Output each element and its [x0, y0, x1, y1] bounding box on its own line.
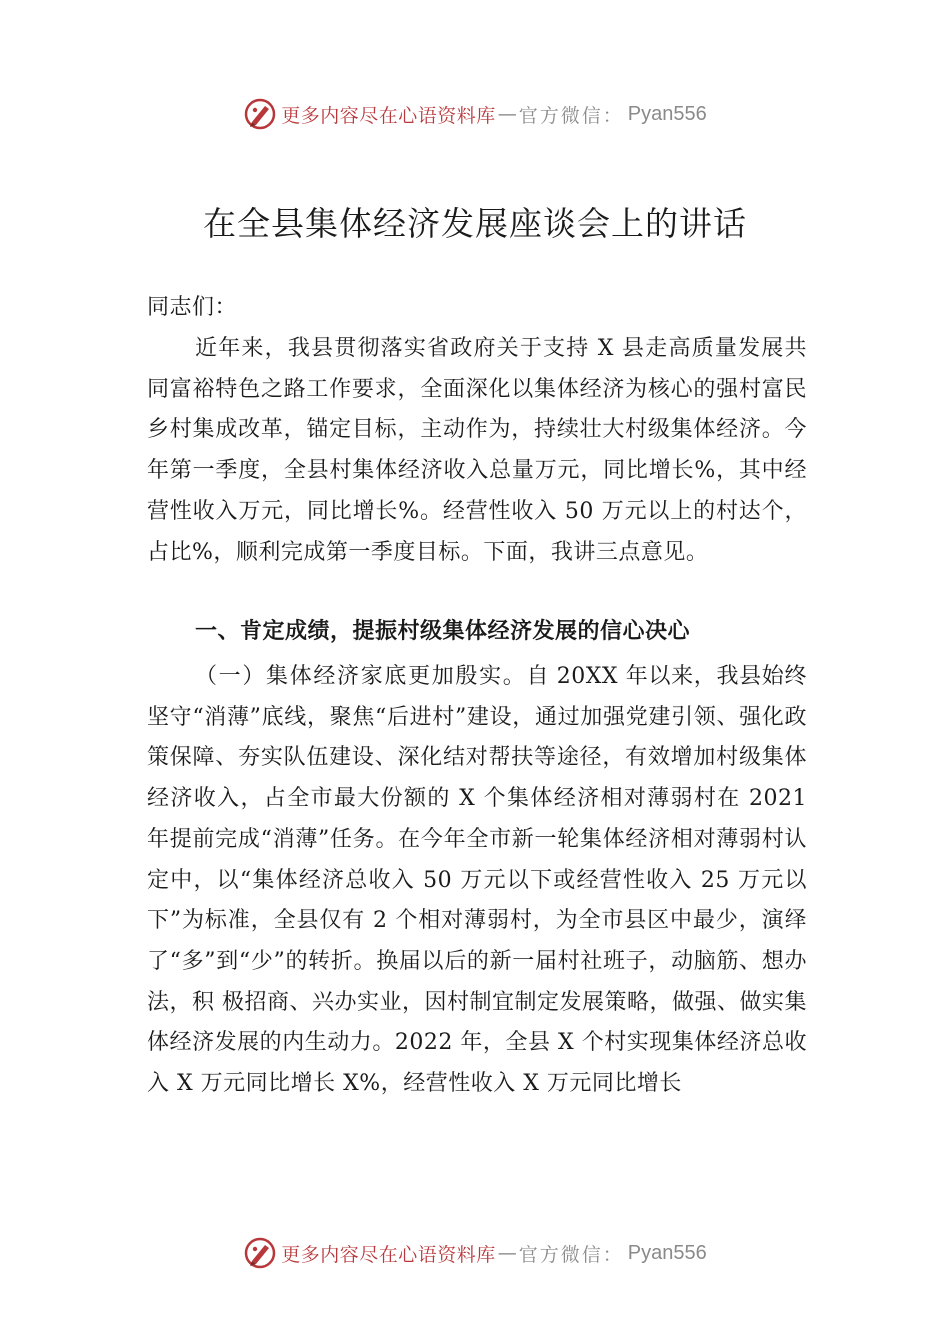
- wechat-account: Pyan556: [627, 102, 707, 125]
- paragraph-section-1-1-text: 自 20XX 年以来，我县始终坚守“消薄”底线，聚焦“后进村”建设，通过加强党建引领、强化政策保障、夯实队伍建设、深化结对帮扶等途径，有效增加村级集体经济收入，占全市最大份额的 X 个集体经济相对薄弱村在 2021 年提前完成“消薄”任务。在今年全市新一轮集体经济相对薄弱村认定中，以“集体经济总收入 50 万元以下或经营性收入 25 万元以下”为标准，全县仅有 2 个相对薄弱村，为全市县区中最少，演绎了“多”到“少”的转折。换届以后的新一届村社班子，动脑筋、想办法，积 极招商、兴办实业，因村制宜制定发展策略，做强、做实集体经济发展的内生动力。2022 年，全县 X 个村实现集体经济总收入 X 万元同比增长 X%，经营性收入 X 万元同比增长: [147, 664, 807, 1097]
- footer-banner: [0, 1233, 950, 1273]
- header-banner: [0, 94, 950, 134]
- pen-logo-icon: [243, 1236, 277, 1270]
- paragraph-intro: 近年来，我县贯彻落实省政府关于支持 X 县走高质量发展共同富裕特色之路工作要求，全面深化以集体经济为核心的强村富民乡村集成改革，锚定目标，主动作为，持续壮大村级集体经济。今年第一季度，全县村集体经济收入总量万元，同比增长%，其中经营性收入万元，同比增长%。经营性收入 50 万元以上的村达个，占比%，顺利完成第一季度目标。下面，我讲三点意见。: [147, 336, 807, 565]
- separator: —: [497, 1242, 517, 1264]
- paragraph-section-1-1: [147, 657, 807, 1105]
- section-heading-1: 一、肯定成绩，提振村级集体经济发展的信心决心: [195, 619, 691, 644]
- wechat-label: 官方微信：: [518, 104, 624, 127]
- pen-logo-icon: [243, 97, 277, 131]
- promo-text: 更多内容尽在心语资料库: [281, 1243, 496, 1266]
- greeting: 同志们：: [147, 295, 238, 320]
- wechat-account: Pyan556: [627, 1241, 707, 1264]
- separator: —: [497, 103, 517, 125]
- document-title: 在全县集体经济发展座谈会上的讲话: [203, 204, 747, 243]
- promo-text: 更多内容尽在心语资料库: [281, 104, 496, 127]
- subheading-1-1: （一）集体经济家底更加殷实。: [195, 664, 527, 689]
- wechat-label: 官方微信：: [518, 1243, 624, 1266]
